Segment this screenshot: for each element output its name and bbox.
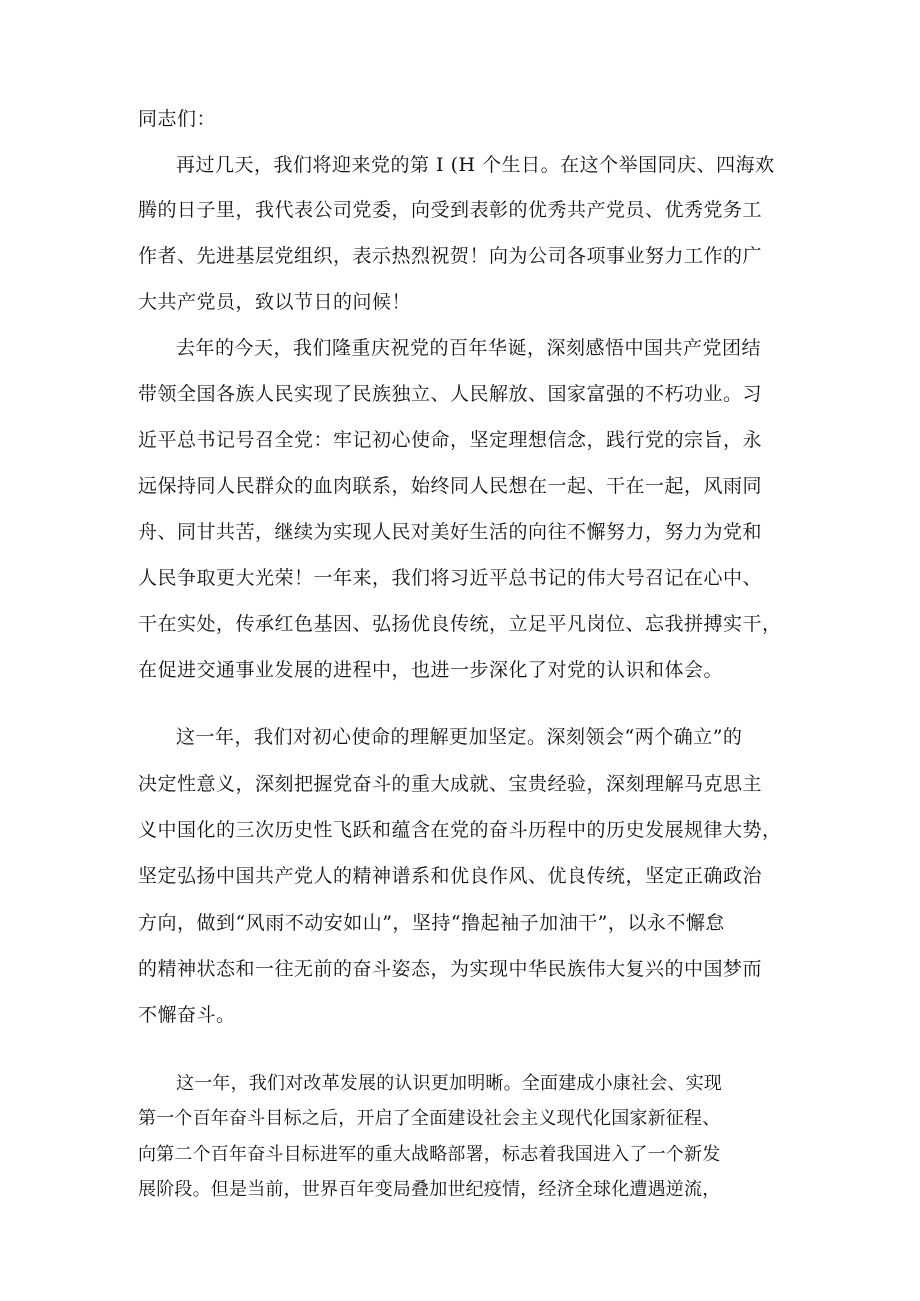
- paragraph-line: 不懈奋斗。: [138, 1004, 236, 1026]
- paragraph-line: 去年的今天，我们隆重庆祝党的百年华诞，深刻感悟中国共产党团结: [176, 337, 762, 359]
- paragraph-line: 坚定弘扬中国共产党人的精神谱系和优良作风、优良传统，坚定正确政治: [138, 865, 763, 887]
- paragraph-line: 作者、先进基层党组织，表示热烈祝贺！向为公司各项事业努力工作的广: [138, 245, 763, 267]
- paragraph-line: 舟、同甘共苦，继续为实现人民对美好生活的向往不懈努力，努力为党和: [138, 521, 763, 543]
- paragraph-line: 再过几天，我们将迎来党的第 I (H 个生日。在这个举国同庆、四海欢: [176, 154, 775, 176]
- paragraph-line: 第一个百年奋斗目标之后，开启了全面建设社会主义现代化国家新征程、: [138, 1108, 721, 1129]
- paragraph-line: 远保持同人民群众的血肉联系，始终同人民想在一起、干在一起，风雨同: [138, 475, 763, 497]
- paragraph-line: 大共产党员，致以节日的问候！: [138, 291, 412, 313]
- salutation: 同志们：: [138, 108, 217, 130]
- paragraph-line: 这一年，我们对改革发展的认识更加明晰。全面建成小康社会、实现: [176, 1073, 722, 1094]
- paragraph-line: 义中国化的三次历史性飞跃和蕴含在党的奋斗历程中的历史发展规律大势，: [138, 819, 782, 841]
- paragraph-line: 决定性意义，深刻把握党奋斗的重大成就、宝贵经验，深刻理解马克思主: [138, 773, 763, 795]
- paragraph-line: 腾的日子里，我代表公司党委，向受到表彰的优秀共产党员、优秀党务工: [138, 199, 763, 221]
- paragraph-line: 的精神状态和一往无前的奋斗姿态，为实现中华民族伟大复兴的中国梦而: [138, 958, 763, 980]
- paragraph-line: 人民争取更大光荣！一年来，我们将习近平总书记的伟大号召记在心中、: [138, 567, 763, 589]
- paragraph-line: 带领全国各族人民实现了民族独立、人民解放、国家富强的不朽功业。习: [138, 383, 763, 405]
- paragraph-line: 在促进交通事业发展的进程中，也进一步深化了对党的认识和体会。: [138, 659, 724, 681]
- paragraph-line: 方向，做到“风雨不动安如山”，坚持“撸起袖子加油干”，以永不懈怠: [138, 912, 725, 934]
- paragraph-line: 向第二个百年奋斗目标进军的重大战略部署，标志着我国进入了一个新发: [138, 1144, 721, 1165]
- paragraph-line: 干在实处，传承红色基因、弘扬优良传统，立足平凡岗位、忘我拼搏实干，: [138, 613, 782, 635]
- paragraph-line: 近平总书记号召全党：牢记初心使命，坚定理想信念，践行党的宗旨，永: [138, 429, 763, 451]
- paragraph-line: 展阶段。但是当前，世界百年变局叠加世纪疫情，经济全球化遭遇逆流，: [138, 1179, 721, 1200]
- paragraph-line: 这一年，我们对初心使命的理解更加坚定。深刻领会“两个确立”的: [176, 726, 743, 748]
